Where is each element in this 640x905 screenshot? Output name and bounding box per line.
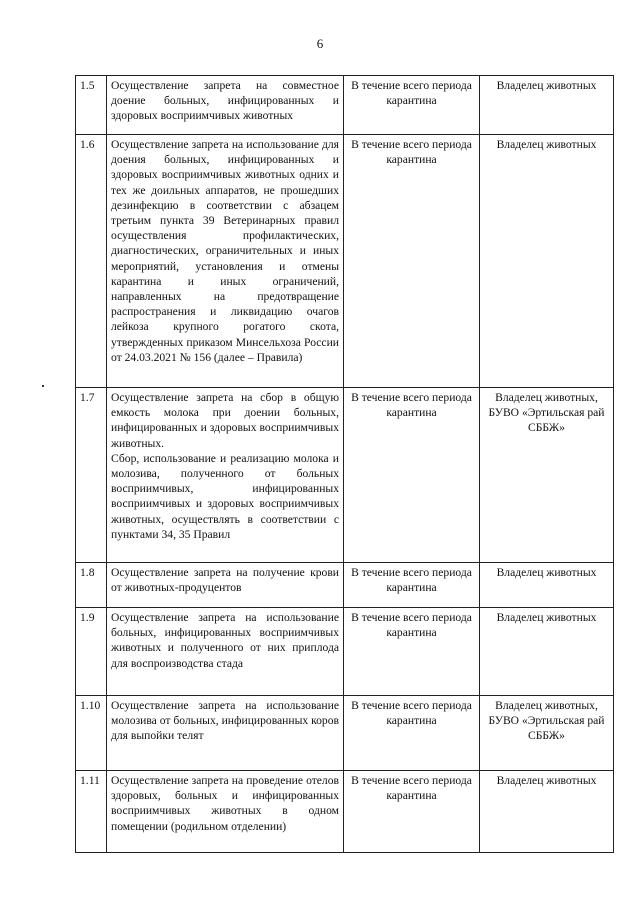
measure-text: Осуществление запрета на сбор в общую емкость молока при доении больных, инфицированных и здоровых восприимчивых животных. bbox=[111, 391, 339, 450]
table-row bbox=[76, 608, 614, 696]
measure-text: Осуществление запрета на использование молозива от больных, инфицированных коров для выпойки телят bbox=[107, 696, 344, 771]
row-number: 1.7 bbox=[76, 388, 107, 563]
table-row bbox=[76, 388, 614, 563]
row-number: 1.9 bbox=[76, 608, 107, 696]
table-row bbox=[76, 76, 614, 135]
measure-text: Осуществление запрета на использование больных, инфицированных восприимчивых животных и полученного от них приплода для воспроизводства стада bbox=[107, 608, 344, 696]
scan-speck bbox=[42, 385, 44, 387]
measure-text: Осуществление запрета на совместное доение больных, инфицированных и здоровых восприимчивых животных bbox=[107, 76, 344, 135]
responsible-text: Владелец животных bbox=[480, 563, 614, 608]
page-number: 6 bbox=[316, 36, 324, 51]
row-number: 1.6 bbox=[76, 135, 107, 388]
table-row bbox=[76, 696, 614, 771]
table-row bbox=[76, 135, 614, 388]
measure-text: Осуществление запрета на использование для доения больных, инфицированных и здоровых восприимчивых животных одних и тех же доильных аппаратов, не прошедших дезинфекцию в соответствии с абзацем третьим пункта 39 Ветеринарных правил осуществления профилактических, диагностических, ограничительных и иных мероприятий, установления и отмены карантина и иных ограничений, направленных на предотвращение распространения и ликвидацию очагов лейкоза крупного рогатого скота, утвержденных приказом Минсельхоза России от 24.03.2021 № 156 (далее – Правила) bbox=[107, 135, 344, 388]
responsible-text: Владелец животных, БУВО «Эртильская рай СББЖ» bbox=[480, 696, 614, 771]
responsible-text: Владелец животных bbox=[480, 608, 614, 696]
deadline-text: В течение всего периода карантина bbox=[344, 388, 480, 563]
table-row bbox=[76, 771, 614, 853]
measure-text-continued: Сбор, использование и реализацию молока и молозива, полученного от больных восприимчивых, инфицированных восприимчивых и здоровых восприимчивых животных, осуществлять в соответствии с пунктами 34, 35 Правил bbox=[111, 451, 339, 541]
row-number: 1.10 bbox=[76, 696, 107, 771]
table-row bbox=[76, 563, 614, 608]
deadline-text: В течение всего периода карантина bbox=[344, 771, 480, 853]
measure-cell bbox=[107, 388, 344, 563]
deadline-text: В течение всего периода карантина bbox=[344, 563, 480, 608]
responsible-text: Владелец животных, БУВО «Эртильская рай СББЖ» bbox=[480, 388, 614, 563]
measure-text: Осуществление запрета на проведение отелов здоровых, больных и инфицированных восприимчивых животных в одном помещении (родильном отделении) bbox=[107, 771, 344, 853]
deadline-text: В течение всего периода карантина bbox=[344, 696, 480, 771]
responsible-text: Владелец животных bbox=[480, 76, 614, 135]
responsible-text: Владелец животных bbox=[480, 771, 614, 853]
row-number: 1.11 bbox=[76, 771, 107, 853]
deadline-text: В течение всего периода карантина bbox=[344, 135, 480, 388]
row-number: 1.5 bbox=[76, 76, 107, 135]
measures-table bbox=[75, 75, 614, 853]
responsible-text: Владелец животных bbox=[480, 135, 614, 388]
measure-text: Осуществление запрета на получение крови от животных-продуцентов bbox=[107, 563, 344, 608]
deadline-text: В течение всего периода карантина bbox=[344, 608, 480, 696]
deadline-text: В течение всего периода карантина bbox=[344, 76, 480, 135]
row-number: 1.8 bbox=[76, 563, 107, 608]
